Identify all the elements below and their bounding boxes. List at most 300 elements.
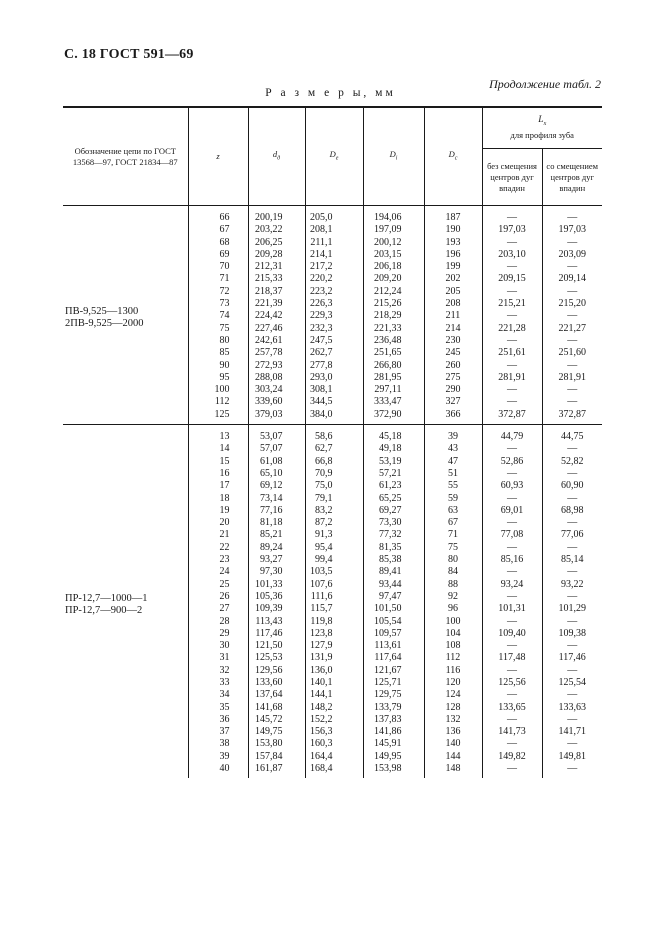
cell-lx-shift: — <box>542 616 602 628</box>
cell-lx-no-shift: — <box>482 493 542 505</box>
cell-lx-shift: — <box>542 237 602 249</box>
cell-z: 34 <box>188 689 248 701</box>
cell-de: 107,6 <box>305 579 363 591</box>
cell-dc: 84 <box>424 566 482 578</box>
cell-lx-no-shift: 149,82 <box>482 751 542 763</box>
cell-dd: 339,60 <box>248 396 305 408</box>
cell-de: 123,8 <box>305 628 363 640</box>
cell-lx-no-shift: — <box>482 665 542 677</box>
cell-lx-shift: 52,82 <box>542 456 602 468</box>
cell-dd: 227,46 <box>248 323 305 335</box>
cell-dd: 113,43 <box>248 616 305 628</box>
cell-z: 28 <box>188 616 248 628</box>
cell-dc: 63 <box>424 505 482 517</box>
cell-z: 90 <box>188 360 248 372</box>
cell-lx-no-shift: — <box>482 384 542 396</box>
cell-z: 100 <box>188 384 248 396</box>
cell-dd: 61,08 <box>248 456 305 468</box>
cell-dc: 190 <box>424 224 482 236</box>
chain-designation: ПВ-9,525—1300 2ПВ-9,525—2000 <box>63 206 188 425</box>
cell-dc: 140 <box>424 738 482 750</box>
cell-de: 226,3 <box>305 298 363 310</box>
cell-di: 206,18 <box>363 261 424 273</box>
table-caption: Р а з м е р ы, мм <box>265 87 396 99</box>
cell-dc: 80 <box>424 554 482 566</box>
cell-di: 141,86 <box>363 726 424 738</box>
cell-lx-no-shift: — <box>482 591 542 603</box>
cell-de: 152,2 <box>305 714 363 726</box>
cell-lx-shift: — <box>542 640 602 652</box>
cell-lx-shift: — <box>542 261 602 273</box>
header-lx-no-shift: без смещения центров дуг впадин <box>482 149 542 206</box>
cell-di: 89,41 <box>363 566 424 578</box>
cell-lx-shift: 251,60 <box>542 347 602 359</box>
cell-de: 308,1 <box>305 384 363 396</box>
cell-dc: 275 <box>424 372 482 384</box>
cell-de: 111,6 <box>305 591 363 603</box>
cell-dc: 148 <box>424 763 482 778</box>
cell-de: 160,3 <box>305 738 363 750</box>
cell-dd: 206,25 <box>248 237 305 249</box>
cell-dc: 327 <box>424 396 482 408</box>
cell-dd: 212,31 <box>248 261 305 273</box>
cell-z: 95 <box>188 372 248 384</box>
header-de: $D_е$ <box>305 107 363 206</box>
cell-dc: 205 <box>424 286 482 298</box>
cell-dc: 144 <box>424 751 482 763</box>
cell-di: 85,38 <box>363 554 424 566</box>
cell-di: 57,21 <box>363 468 424 480</box>
cell-di: 101,50 <box>363 603 424 615</box>
cell-dd: 101,33 <box>248 579 305 591</box>
cell-dd: 200,19 <box>248 206 305 225</box>
cell-dc: 202 <box>424 273 482 285</box>
cell-dc: 43 <box>424 443 482 455</box>
cell-lx-no-shift: 372,87 <box>482 409 542 425</box>
cell-de: 384,0 <box>305 409 363 425</box>
cell-dd: 81,18 <box>248 517 305 529</box>
cell-dd: 153,80 <box>248 738 305 750</box>
cell-z: 70 <box>188 261 248 273</box>
cell-di: 109,57 <box>363 628 424 640</box>
cell-lx-no-shift: 77,08 <box>482 529 542 541</box>
cell-dc: 59 <box>424 493 482 505</box>
cell-di: 209,20 <box>363 273 424 285</box>
cell-dd: 57,07 <box>248 443 305 455</box>
cell-de: 164,4 <box>305 751 363 763</box>
cell-lx-shift: 372,87 <box>542 409 602 425</box>
cell-de: 220,2 <box>305 273 363 285</box>
header-lx: $L_x$ для профиля зуба <box>482 107 602 149</box>
cell-dc: 230 <box>424 335 482 347</box>
cell-lx-no-shift: — <box>482 261 542 273</box>
cell-lx-shift: — <box>542 517 602 529</box>
cell-lx-no-shift: — <box>482 443 542 455</box>
cell-lx-shift: — <box>542 689 602 701</box>
cell-di: 221,33 <box>363 323 424 335</box>
cell-de: 66,8 <box>305 456 363 468</box>
cell-dd: 77,16 <box>248 505 305 517</box>
page-header: С. 18 ГОСТ 591—69 <box>64 47 194 62</box>
cell-de: 293,0 <box>305 372 363 384</box>
cell-di: 105,54 <box>363 616 424 628</box>
cell-de: 156,3 <box>305 726 363 738</box>
cell-dd: 257,78 <box>248 347 305 359</box>
cell-z: 19 <box>188 505 248 517</box>
cell-lx-shift: — <box>542 360 602 372</box>
cell-dc: 366 <box>424 409 482 425</box>
cell-lx-no-shift: — <box>482 206 542 225</box>
cell-z: 38 <box>188 738 248 750</box>
cell-z: 112 <box>188 396 248 408</box>
cell-di: 149,95 <box>363 751 424 763</box>
cell-dd: 129,56 <box>248 665 305 677</box>
header-di: $D_i$ <box>363 107 424 206</box>
header-dc: $D_с$ <box>424 107 482 206</box>
cell-lx-no-shift: — <box>482 566 542 578</box>
cell-dd: 215,33 <box>248 273 305 285</box>
cell-lx-no-shift: — <box>482 468 542 480</box>
cell-de: 277,8 <box>305 360 363 372</box>
cell-dc: 187 <box>424 206 482 225</box>
cell-di: 121,67 <box>363 665 424 677</box>
cell-de: 168,4 <box>305 763 363 778</box>
cell-di: 65,25 <box>363 493 424 505</box>
cell-di: 145,91 <box>363 738 424 750</box>
cell-z: 80 <box>188 335 248 347</box>
cell-di: 45,18 <box>363 425 424 444</box>
cell-di: 133,79 <box>363 702 424 714</box>
cell-lx-shift: — <box>542 665 602 677</box>
cell-de: 344,5 <box>305 396 363 408</box>
cell-dc: 196 <box>424 249 482 261</box>
cell-de: 79,1 <box>305 493 363 505</box>
cell-dc: 47 <box>424 456 482 468</box>
cell-dd: 97,30 <box>248 566 305 578</box>
cell-di: 81,35 <box>363 542 424 554</box>
cell-lx-no-shift: 133,65 <box>482 702 542 714</box>
cell-z: 71 <box>188 273 248 285</box>
cell-dc: 124 <box>424 689 482 701</box>
cell-dd: 288,08 <box>248 372 305 384</box>
cell-lx-shift: 125,54 <box>542 677 602 689</box>
cell-de: 205,0 <box>305 206 363 225</box>
cell-z: 37 <box>188 726 248 738</box>
cell-dc: 128 <box>424 702 482 714</box>
cell-dd: 65,10 <box>248 468 305 480</box>
cell-dd: 141,68 <box>248 702 305 714</box>
cell-lx-no-shift: — <box>482 542 542 554</box>
cell-lx-no-shift: 141,73 <box>482 726 542 738</box>
cell-lx-no-shift: — <box>482 763 542 778</box>
cell-z: 23 <box>188 554 248 566</box>
cell-z: 21 <box>188 529 248 541</box>
cell-z: 72 <box>188 286 248 298</box>
cell-z: 24 <box>188 566 248 578</box>
cell-z: 14 <box>188 443 248 455</box>
cell-di: 49,18 <box>363 443 424 455</box>
cell-z: 36 <box>188 714 248 726</box>
cell-dd: 272,93 <box>248 360 305 372</box>
cell-di: 297,11 <box>363 384 424 396</box>
cell-lx-shift: 60,90 <box>542 480 602 492</box>
cell-z: 40 <box>188 763 248 778</box>
cell-di: 129,75 <box>363 689 424 701</box>
table-row <box>63 425 602 444</box>
cell-di: 69,27 <box>363 505 424 517</box>
cell-dc: 260 <box>424 360 482 372</box>
cell-lx-shift: — <box>542 396 602 408</box>
cell-de: 83,2 <box>305 505 363 517</box>
cell-dd: 379,03 <box>248 409 305 425</box>
cell-z: 30 <box>188 640 248 652</box>
cell-lx-no-shift: — <box>482 335 542 347</box>
cell-z: 31 <box>188 652 248 664</box>
cell-lx-shift: — <box>542 566 602 578</box>
cell-di: 73,30 <box>363 517 424 529</box>
cell-z: 32 <box>188 665 248 677</box>
cell-lx-no-shift: — <box>482 738 542 750</box>
cell-lx-no-shift: — <box>482 237 542 249</box>
cell-di: 53,19 <box>363 456 424 468</box>
cell-di: 113,61 <box>363 640 424 652</box>
cell-dc: 132 <box>424 714 482 726</box>
dimensions-table <box>63 106 602 778</box>
cell-lx-no-shift: 69,01 <box>482 505 542 517</box>
cell-lx-shift: — <box>542 310 602 322</box>
cell-dc: 290 <box>424 384 482 396</box>
cell-dc: 245 <box>424 347 482 359</box>
cell-dc: 75 <box>424 542 482 554</box>
cell-de: 70,9 <box>305 468 363 480</box>
cell-z: 13 <box>188 425 248 444</box>
cell-dd: 149,75 <box>248 726 305 738</box>
cell-z: 66 <box>188 206 248 225</box>
cell-z: 16 <box>188 468 248 480</box>
cell-dd: 133,60 <box>248 677 305 689</box>
cell-lx-no-shift: 60,93 <box>482 480 542 492</box>
cell-z: 15 <box>188 456 248 468</box>
cell-dd: 121,50 <box>248 640 305 652</box>
cell-di: 215,26 <box>363 298 424 310</box>
cell-lx-no-shift: — <box>482 689 542 701</box>
cell-z: 25 <box>188 579 248 591</box>
cell-dd: 69,12 <box>248 480 305 492</box>
cell-lx-shift: 221,27 <box>542 323 602 335</box>
cell-de: 208,1 <box>305 224 363 236</box>
cell-de: 119,8 <box>305 616 363 628</box>
cell-lx-shift: 85,14 <box>542 554 602 566</box>
cell-lx-shift: — <box>542 493 602 505</box>
cell-lx-no-shift: — <box>482 640 542 652</box>
cell-lx-no-shift: 221,28 <box>482 323 542 335</box>
cell-dc: 96 <box>424 603 482 615</box>
cell-de: 247,5 <box>305 335 363 347</box>
cell-lx-no-shift: — <box>482 286 542 298</box>
cell-lx-shift: 133,63 <box>542 702 602 714</box>
cell-lx-no-shift: 251,61 <box>482 347 542 359</box>
cell-de: 223,2 <box>305 286 363 298</box>
cell-lx-no-shift: 203,10 <box>482 249 542 261</box>
cell-dd: 203,22 <box>248 224 305 236</box>
cell-lx-shift: 93,22 <box>542 579 602 591</box>
cell-lx-no-shift: — <box>482 616 542 628</box>
cell-z: 18 <box>188 493 248 505</box>
cell-di: 125,71 <box>363 677 424 689</box>
header-z: z <box>188 107 248 206</box>
cell-de: 87,2 <box>305 517 363 529</box>
cell-di: 137,83 <box>363 714 424 726</box>
cell-dd: 218,37 <box>248 286 305 298</box>
cell-de: 127,9 <box>305 640 363 652</box>
cell-lx-shift: 101,29 <box>542 603 602 615</box>
cell-lx-shift: 281,91 <box>542 372 602 384</box>
cell-dc: 112 <box>424 652 482 664</box>
cell-lx-shift: — <box>542 714 602 726</box>
cell-dc: 116 <box>424 665 482 677</box>
header-chain: Обозначение цепи по ГОСТ 13568—97, ГОСТ 21834—87 <box>63 107 188 206</box>
cell-de: 99,4 <box>305 554 363 566</box>
cell-di: 93,44 <box>363 579 424 591</box>
cell-dd: 157,84 <box>248 751 305 763</box>
cell-di: 77,32 <box>363 529 424 541</box>
cell-lx-shift: 209,14 <box>542 273 602 285</box>
cell-dd: 221,39 <box>248 298 305 310</box>
header-lx-shift: со смещением центров дуг впадин <box>542 149 602 206</box>
cell-lx-shift: — <box>542 286 602 298</box>
cell-lx-shift: — <box>542 468 602 480</box>
cell-dd: 109,39 <box>248 603 305 615</box>
cell-dc: 104 <box>424 628 482 640</box>
chain-designation: ПР-12,7—1000—1 ПР-12,7—900—2 <box>63 425 188 779</box>
cell-lx-shift: 149,81 <box>542 751 602 763</box>
cell-lx-shift: 215,20 <box>542 298 602 310</box>
cell-lx-no-shift: 44,79 <box>482 425 542 444</box>
cell-di: 97,47 <box>363 591 424 603</box>
cell-lx-shift: 68,98 <box>542 505 602 517</box>
cell-de: 62,7 <box>305 443 363 455</box>
cell-de: 229,3 <box>305 310 363 322</box>
cell-lx-shift: — <box>542 384 602 396</box>
cell-lx-no-shift: 125,56 <box>482 677 542 689</box>
cell-lx-no-shift: — <box>482 310 542 322</box>
header-dd: $d_д$ <box>248 107 305 206</box>
cell-lx-shift: 203,09 <box>542 249 602 261</box>
cell-dc: 71 <box>424 529 482 541</box>
cell-de: 131,9 <box>305 652 363 664</box>
cell-lx-shift: — <box>542 591 602 603</box>
cell-lx-no-shift: 197,03 <box>482 224 542 236</box>
cell-lx-shift: 77,06 <box>542 529 602 541</box>
cell-de: 214,1 <box>305 249 363 261</box>
cell-z: 26 <box>188 591 248 603</box>
cell-z: 20 <box>188 517 248 529</box>
cell-dd: 93,27 <box>248 554 305 566</box>
cell-lx-shift: 109,38 <box>542 628 602 640</box>
cell-dc: 208 <box>424 298 482 310</box>
continuation-note: Продолжение табл. 2 <box>489 77 601 91</box>
cell-lx-no-shift: — <box>482 714 542 726</box>
cell-de: 58,6 <box>305 425 363 444</box>
cell-z: 29 <box>188 628 248 640</box>
cell-dd: 161,87 <box>248 763 305 778</box>
cell-dc: 88 <box>424 579 482 591</box>
cell-dc: 211 <box>424 310 482 322</box>
cell-dc: 39 <box>424 425 482 444</box>
cell-lx-no-shift: — <box>482 517 542 529</box>
cell-dd: 145,72 <box>248 714 305 726</box>
cell-lx-no-shift: 85,16 <box>482 554 542 566</box>
cell-de: 140,1 <box>305 677 363 689</box>
cell-di: 372,90 <box>363 409 424 425</box>
table-row <box>63 206 602 225</box>
cell-lx-no-shift: 52,86 <box>482 456 542 468</box>
cell-z: 74 <box>188 310 248 322</box>
cell-z: 35 <box>188 702 248 714</box>
cell-z: 125 <box>188 409 248 425</box>
cell-z: 68 <box>188 237 248 249</box>
cell-dc: 67 <box>424 517 482 529</box>
cell-di: 117,64 <box>363 652 424 664</box>
cell-z: 85 <box>188 347 248 359</box>
cell-lx-shift: — <box>542 206 602 225</box>
cell-lx-no-shift: 109,40 <box>482 628 542 640</box>
cell-dd: 303,24 <box>248 384 305 396</box>
cell-lx-shift: 141,71 <box>542 726 602 738</box>
cell-dc: 51 <box>424 468 482 480</box>
cell-di: 194,06 <box>363 206 424 225</box>
cell-z: 69 <box>188 249 248 261</box>
cell-de: 148,2 <box>305 702 363 714</box>
cell-dd: 209,28 <box>248 249 305 261</box>
cell-z: 27 <box>188 603 248 615</box>
cell-di: 266,80 <box>363 360 424 372</box>
cell-di: 251,65 <box>363 347 424 359</box>
cell-lx-shift: — <box>542 443 602 455</box>
cell-di: 200,12 <box>363 237 424 249</box>
cell-lx-shift: — <box>542 763 602 778</box>
cell-di: 212,24 <box>363 286 424 298</box>
cell-lx-shift: — <box>542 335 602 347</box>
cell-lx-no-shift: 93,24 <box>482 579 542 591</box>
cell-lx-no-shift: 101,31 <box>482 603 542 615</box>
cell-di: 218,29 <box>363 310 424 322</box>
cell-z: 33 <box>188 677 248 689</box>
cell-lx-no-shift: 215,21 <box>482 298 542 310</box>
cell-z: 73 <box>188 298 248 310</box>
cell-lx-no-shift: — <box>482 396 542 408</box>
cell-dd: 85,21 <box>248 529 305 541</box>
cell-z: 67 <box>188 224 248 236</box>
cell-de: 103,5 <box>305 566 363 578</box>
cell-lx-shift: 44,75 <box>542 425 602 444</box>
cell-lx-shift: 117,46 <box>542 652 602 664</box>
cell-dd: 89,24 <box>248 542 305 554</box>
cell-dd: 117,46 <box>248 628 305 640</box>
cell-z: 39 <box>188 751 248 763</box>
cell-z: 75 <box>188 323 248 335</box>
cell-de: 115,7 <box>305 603 363 615</box>
cell-de: 136,0 <box>305 665 363 677</box>
cell-di: 236,48 <box>363 335 424 347</box>
cell-di: 281,95 <box>363 372 424 384</box>
cell-dc: 55 <box>424 480 482 492</box>
cell-lx-no-shift: — <box>482 360 542 372</box>
cell-dd: 73,14 <box>248 493 305 505</box>
cell-de: 75,0 <box>305 480 363 492</box>
cell-de: 144,1 <box>305 689 363 701</box>
cell-di: 61,23 <box>363 480 424 492</box>
